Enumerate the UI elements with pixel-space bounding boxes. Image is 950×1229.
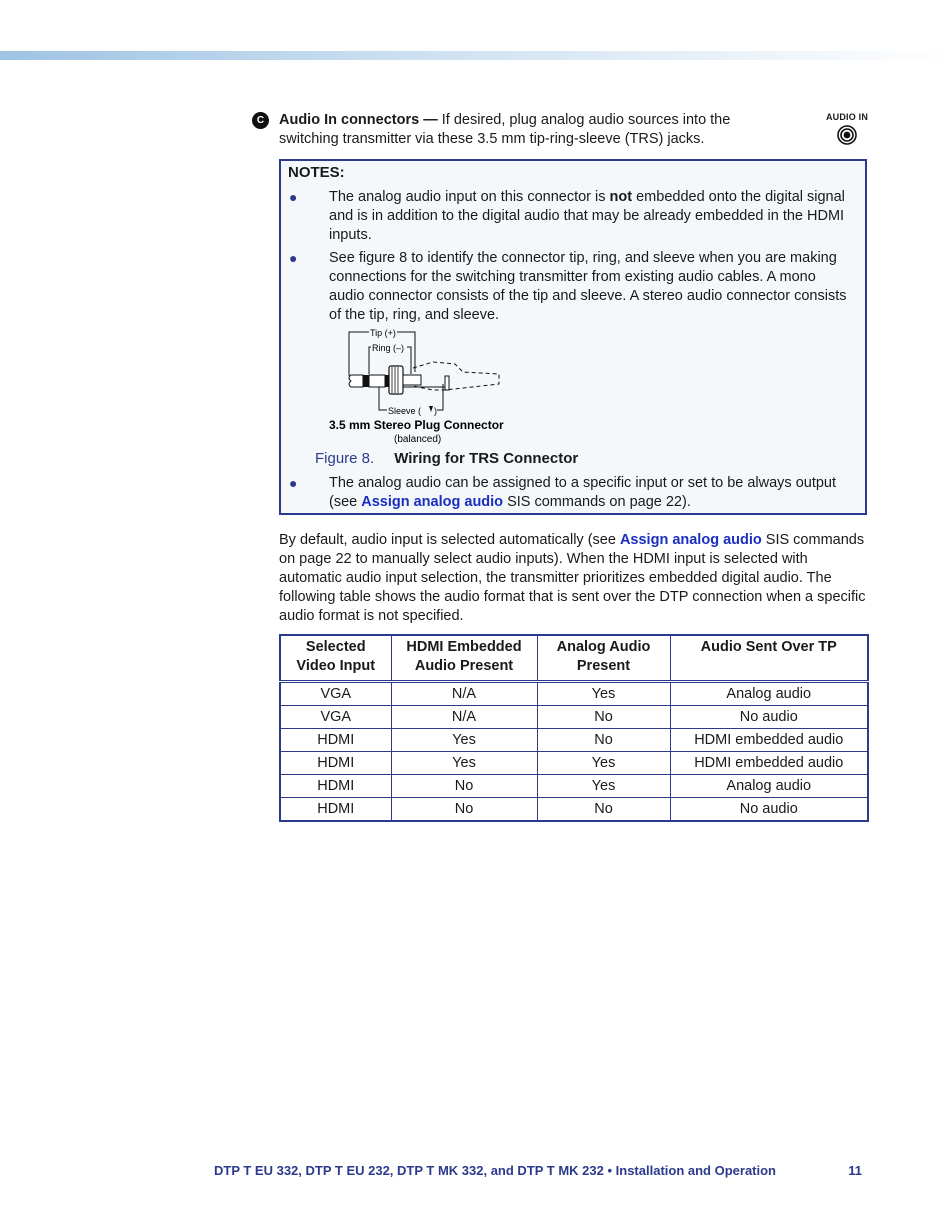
- table-header-row: [280, 635, 868, 682]
- bullet-icon: ●: [289, 189, 298, 205]
- note-text: SIS commands on page 22).: [503, 494, 691, 510]
- footer-text: DTP T EU 332, DTP T EU 232, DTP T MK 332, and DTP T MK 232 • Installation and Operation: [214, 1163, 776, 1178]
- figure-title: Wiring for TRS Connector: [394, 450, 579, 467]
- table-cell: No: [391, 798, 537, 822]
- table-cell: No: [537, 729, 670, 752]
- notes-title: NOTES:: [288, 164, 345, 181]
- table-row: [280, 798, 868, 822]
- assign-analog-audio-link[interactable]: Assign analog audio: [619, 532, 762, 548]
- section-title: Audio In connectors —: [279, 112, 438, 128]
- notes-box: [279, 159, 867, 515]
- section-intro: [279, 111, 789, 149]
- note-text: The analog audio input on this connector is: [329, 189, 610, 205]
- sleeve-label: Sleeve (: [388, 406, 422, 416]
- audio-jack-icon: [837, 125, 857, 145]
- page-number: 11: [848, 1163, 862, 1178]
- figure-caption: [315, 450, 578, 467]
- table-row: [280, 752, 868, 775]
- table-cell: Yes: [537, 775, 670, 798]
- audio-in-jack: [812, 112, 882, 150]
- table-cell: HDMI: [280, 752, 391, 775]
- note-bullet-1: [289, 188, 849, 245]
- note-bullet-3: [289, 474, 849, 512]
- ring-label: Ring (–): [372, 343, 405, 353]
- note-text: See figure 8 to identify the connector tip, ring, and sleeve when you are making connections for the switching transmitter from existing audio cables. A mono audio connector consists of the tip and sleeve. A stereo audio connector consists of the tip, ring, and sleeve.: [329, 250, 847, 323]
- table-cell: N/A: [391, 682, 537, 706]
- table-cell: No: [537, 798, 670, 822]
- table-cell: HDMI: [280, 798, 391, 822]
- paragraph-text: By default, audio input is selected automatically (see: [279, 532, 620, 548]
- table-cell: Yes: [391, 729, 537, 752]
- table-cell: Yes: [391, 752, 537, 775]
- note-text: The analog audio can be assigned to a specific input or set to be always output (see: [329, 475, 837, 510]
- paragraph-text: SIS commands on page 22 to manually select audio inputs). When the HDMI input is selected with automatic audio input selection, the transmitter prioritizes embedded digital audio. The following table shows the audio format that is sent over the DTP connection when a specific audio format is not specified.: [279, 532, 866, 624]
- table-cell: No audio: [670, 706, 868, 729]
- assign-analog-audio-link[interactable]: Assign analog audio: [361, 494, 504, 510]
- table-cell: No audio: [670, 798, 868, 822]
- ground-icon: [429, 406, 433, 412]
- note-text: embedded onto the digital signal and is in addition to the digital audio that may be already embedded in the HDMI inputs.: [329, 189, 845, 243]
- table-cell: VGA: [280, 682, 391, 706]
- tip-label: Tip (+): [370, 328, 396, 338]
- table-row: [280, 706, 868, 729]
- table-cell: No: [537, 706, 670, 729]
- plug-title: 3.5 mm Stereo Plug Connector: [329, 418, 504, 432]
- audio-format-table: [279, 634, 869, 822]
- table-cell: VGA: [280, 706, 391, 729]
- plug-subtitle: (balanced): [394, 434, 442, 445]
- table-cell: N/A: [391, 706, 537, 729]
- section-marker: C: [252, 112, 269, 129]
- table-header: Audio Sent Over TP: [670, 635, 868, 682]
- table-cell: Analog audio: [670, 682, 868, 706]
- bullet-icon: ●: [289, 475, 298, 491]
- note-bullet-2: [289, 249, 849, 325]
- table-cell: Yes: [537, 682, 670, 706]
- audio-in-label: AUDIO IN: [825, 112, 869, 122]
- table-row: [280, 775, 868, 798]
- trs-connector-diagram: [329, 326, 569, 446]
- table-row: [280, 729, 868, 752]
- table-cell: HDMI embedded audio: [670, 729, 868, 752]
- table-cell: HDMI embedded audio: [670, 752, 868, 775]
- table-header: HDMI Embedded Audio Present: [391, 635, 537, 682]
- header-gradient-bar: [0, 51, 950, 60]
- table-header: Selected Video Input: [280, 635, 391, 682]
- table-cell: Yes: [537, 752, 670, 775]
- note-emphasis: not: [609, 189, 633, 205]
- body-paragraph: [279, 531, 869, 626]
- table-cell: No: [391, 775, 537, 798]
- figure-number: Figure 8.: [315, 450, 375, 467]
- table-header: Analog Audio Present: [537, 635, 670, 682]
- page-footer: [214, 1163, 864, 1178]
- table-row: [280, 682, 868, 706]
- svg-text:): ): [434, 406, 437, 416]
- bullet-icon: ●: [289, 250, 298, 266]
- section-text: If desired, plug analog audio sources into the switching transmitter via these 3.5 mm tip-ring-sleeve (TRS) jacks.: [279, 112, 731, 147]
- table-cell: Analog audio: [670, 775, 868, 798]
- table-cell: HDMI: [280, 775, 391, 798]
- table-cell: HDMI: [280, 729, 391, 752]
